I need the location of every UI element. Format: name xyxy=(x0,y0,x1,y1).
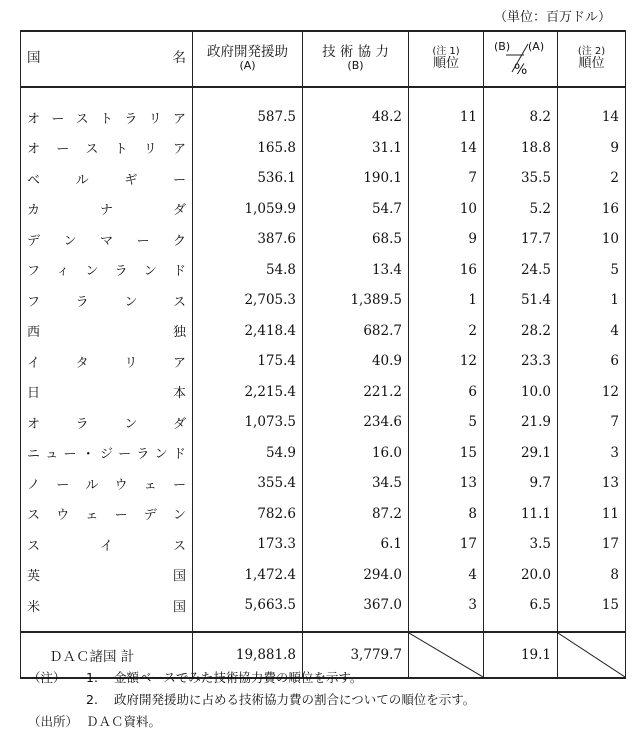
notes xyxy=(28,667,475,733)
tc-value: 1,389.5 xyxy=(303,285,409,316)
country-name-text: ス イ ス xyxy=(27,538,186,554)
total-pct: 19.1 xyxy=(484,632,558,678)
tc-value: 682.7 xyxy=(303,316,409,347)
total-label: ＤＡＣ諸国 計 xyxy=(21,632,193,678)
total-tc: 3,779.7 xyxy=(303,632,409,678)
table-row xyxy=(21,529,626,560)
oda-value: 1,059.9 xyxy=(193,194,303,225)
country-name xyxy=(21,316,193,347)
notes-label: （注） xyxy=(28,670,66,685)
tc-value: 234.6 xyxy=(303,407,409,438)
rank2-value: 1 xyxy=(558,285,626,316)
table-row xyxy=(21,468,626,499)
unit-label: （単位：百万ドル） xyxy=(493,10,611,25)
rank1-value: 14 xyxy=(409,133,484,164)
table-row xyxy=(21,133,626,164)
header-tc xyxy=(303,31,409,87)
rank2-value: 15 xyxy=(558,590,626,632)
rank2-value: 3 xyxy=(558,438,626,469)
tc-value: 221.2 xyxy=(303,377,409,408)
header-rank2-label: 順位 xyxy=(578,56,605,72)
country-name xyxy=(21,407,193,438)
rank2-value: 10 xyxy=(558,224,626,255)
tc-value: 31.1 xyxy=(303,133,409,164)
pct-value: 6.5 xyxy=(484,590,558,632)
oda-value: 165.8 xyxy=(193,133,303,164)
header-rank2 xyxy=(558,31,626,87)
tc-value: 40.9 xyxy=(303,346,409,377)
country-name xyxy=(21,438,193,469)
table-row xyxy=(21,316,626,347)
rank1-value: 16 xyxy=(409,255,484,286)
pct-value: 18.8 xyxy=(484,133,558,164)
oda-value: 587.5 xyxy=(193,87,303,133)
header-ratio-a: (A) xyxy=(528,40,545,53)
country-name-text: ス ウ ェ ー デ ン xyxy=(27,508,186,524)
rank2-value: 17 xyxy=(558,529,626,560)
oda-value: 5,663.5 xyxy=(193,590,303,632)
pct-value: 3.5 xyxy=(484,529,558,560)
tc-value: 16.0 xyxy=(303,438,409,469)
note-2-text: 政府開発援助に占める技術協力費の割合についての順位を示す。 xyxy=(114,692,476,707)
rank1-value: 8 xyxy=(409,499,484,530)
pct-value: 21.9 xyxy=(484,407,558,438)
rank2-value: 6 xyxy=(558,346,626,377)
country-name-text: ノ ー ル ウ ェ ー xyxy=(27,477,186,493)
pct-value: 17.7 xyxy=(484,224,558,255)
header-tc-label: 技 術 協 力 xyxy=(322,43,389,60)
source-text: ＤＡＣ資料。 xyxy=(86,714,162,729)
header-oda-label: 政府開発援助 xyxy=(207,43,288,60)
rank1-value: 3 xyxy=(409,590,484,632)
table-row xyxy=(21,87,626,133)
rank2-value: 12 xyxy=(558,377,626,408)
table-row xyxy=(21,377,626,408)
tc-value: 367.0 xyxy=(303,590,409,632)
table-row xyxy=(21,499,626,530)
oda-value: 2,705.3 xyxy=(193,285,303,316)
table-row xyxy=(21,255,626,286)
country-name xyxy=(21,529,193,560)
country-name xyxy=(21,499,193,530)
table-row xyxy=(21,163,626,194)
rank2-value: 11 xyxy=(558,499,626,530)
oda-value: 387.6 xyxy=(193,224,303,255)
pct-value: 35.5 xyxy=(484,163,558,194)
oda-value: 1,073.5 xyxy=(193,407,303,438)
pct-value: 28.2 xyxy=(484,316,558,347)
total-oda: 19,881.8 xyxy=(193,632,303,678)
pct-value: 51.4 xyxy=(484,285,558,316)
table-row xyxy=(21,590,626,632)
rank1-value: 5 xyxy=(409,407,484,438)
header-ratio-unit: % xyxy=(514,62,528,78)
country-name-text: オ ー ス ト リ ア xyxy=(27,142,186,158)
country-name-text: オ ラ ン ダ xyxy=(27,416,186,432)
rank2-value: 13 xyxy=(558,468,626,499)
header-tc-sub: (B) xyxy=(347,59,364,73)
pct-value: 5.2 xyxy=(484,194,558,225)
oda-value: 175.4 xyxy=(193,346,303,377)
rank2-value: 8 xyxy=(558,560,626,591)
header-ratio xyxy=(484,31,558,87)
country-name-text: ニ ュ ー ・ ジ ー ラ ン ド xyxy=(27,447,186,463)
pct-value: 23.3 xyxy=(484,346,558,377)
rank1-value: 12 xyxy=(409,346,484,377)
country-name-text: イ タ リ ア xyxy=(27,355,186,371)
oda-value: 1,472.4 xyxy=(193,560,303,591)
header-country-a: 国 xyxy=(27,50,41,67)
country-name xyxy=(21,194,193,225)
rank1-value: 7 xyxy=(409,163,484,194)
table-row xyxy=(21,560,626,591)
pct-value: 20.0 xyxy=(484,560,558,591)
rank1-value: 10 xyxy=(409,194,484,225)
tc-value: 54.7 xyxy=(303,194,409,225)
country-name-text: 米 国 xyxy=(27,599,186,615)
rank2-value: 4 xyxy=(558,316,626,347)
note-2 xyxy=(28,689,475,711)
oda-technical-cooperation-table xyxy=(20,30,626,679)
tc-value: 34.5 xyxy=(303,468,409,499)
country-name xyxy=(21,87,193,133)
tc-value: 294.0 xyxy=(303,560,409,591)
pct-value: 9.7 xyxy=(484,468,558,499)
header-rank1-note: (注 1) xyxy=(432,45,460,57)
rank1-value: 11 xyxy=(409,87,484,133)
rank2-value: 9 xyxy=(558,133,626,164)
pct-value: 11.1 xyxy=(484,499,558,530)
country-name xyxy=(21,560,193,591)
header-oda xyxy=(193,31,303,87)
header-rank1 xyxy=(409,31,484,87)
header-country-b: 名 xyxy=(172,50,186,67)
country-name xyxy=(21,224,193,255)
oda-value: 173.3 xyxy=(193,529,303,560)
rank1-value: 9 xyxy=(409,224,484,255)
header-rank2-note: (注 2) xyxy=(577,45,606,57)
country-name-text: 日 本 xyxy=(27,386,186,402)
oda-value: 54.8 xyxy=(193,255,303,286)
note-1-text: 金額ベースでみた技術協力費の順位を示す。 xyxy=(114,670,363,685)
country-name-text: カ ナ ダ xyxy=(27,203,186,219)
rank1-value: 6 xyxy=(409,377,484,408)
oda-value: 2,418.4 xyxy=(193,316,303,347)
country-name xyxy=(21,346,193,377)
rank2-value: 7 xyxy=(558,407,626,438)
tc-value: 68.5 xyxy=(303,224,409,255)
diagonal-line-icon xyxy=(558,633,625,677)
rank1-value: 2 xyxy=(409,316,484,347)
country-name-text: 西 独 xyxy=(27,325,186,341)
note-1-index: 1. xyxy=(86,670,98,685)
rank1-value: 13 xyxy=(409,468,484,499)
country-name xyxy=(21,377,193,408)
country-name xyxy=(21,468,193,499)
rank1-value: 15 xyxy=(409,438,484,469)
country-name xyxy=(21,133,193,164)
tc-value: 48.2 xyxy=(303,87,409,133)
source-label: （出所） xyxy=(28,714,79,729)
country-name-text: 英 国 xyxy=(27,569,186,585)
total-rank2-empty xyxy=(558,632,626,678)
country-name xyxy=(21,285,193,316)
rank2-value: 5 xyxy=(558,255,626,286)
country-name-text: フ ィ ン ラ ン ド xyxy=(27,264,186,280)
note-2-index: 2. xyxy=(86,692,98,707)
rank1-value: 17 xyxy=(409,529,484,560)
tc-value: 13.4 xyxy=(303,255,409,286)
country-name-text: ベ ル ギ ー xyxy=(27,172,186,188)
pct-value: 8.2 xyxy=(484,87,558,133)
oda-value: 2,215.4 xyxy=(193,377,303,408)
pct-value: 29.1 xyxy=(484,438,558,469)
country-name-text: デ ン マ ー ク xyxy=(27,233,186,249)
rank2-value: 2 xyxy=(558,163,626,194)
pct-value: 24.5 xyxy=(484,255,558,286)
oda-value: 536.1 xyxy=(193,163,303,194)
country-name-text: オ ー ス ト ラ リ ア xyxy=(27,111,186,127)
table-row xyxy=(21,194,626,225)
header-row xyxy=(21,31,626,87)
oda-value: 782.6 xyxy=(193,499,303,530)
tc-value: 190.1 xyxy=(303,163,409,194)
note-1 xyxy=(28,667,475,689)
header-country xyxy=(21,31,193,87)
table-row xyxy=(21,285,626,316)
tc-value: 87.2 xyxy=(303,499,409,530)
oda-value: 54.9 xyxy=(193,438,303,469)
header-ratio-b: (B) xyxy=(494,40,511,53)
country-name-text: フ ラ ン ス xyxy=(27,294,186,310)
source-note xyxy=(28,711,475,733)
table-body xyxy=(21,87,626,632)
rank2-value: 16 xyxy=(558,194,626,225)
country-name xyxy=(21,590,193,632)
country-name xyxy=(21,163,193,194)
rank1-value: 1 xyxy=(409,285,484,316)
country-name xyxy=(21,255,193,286)
pct-value: 10.0 xyxy=(484,377,558,408)
oda-value: 355.4 xyxy=(193,468,303,499)
rank2-value: 14 xyxy=(558,87,626,133)
table-row xyxy=(21,346,626,377)
table-row xyxy=(21,224,626,255)
rank1-value: 4 xyxy=(409,560,484,591)
table-row xyxy=(21,438,626,469)
header-oda-sub: (A) xyxy=(239,59,256,73)
header-rank1-label: 順位 xyxy=(432,56,459,72)
table-row xyxy=(21,407,626,438)
tc-value: 6.1 xyxy=(303,529,409,560)
